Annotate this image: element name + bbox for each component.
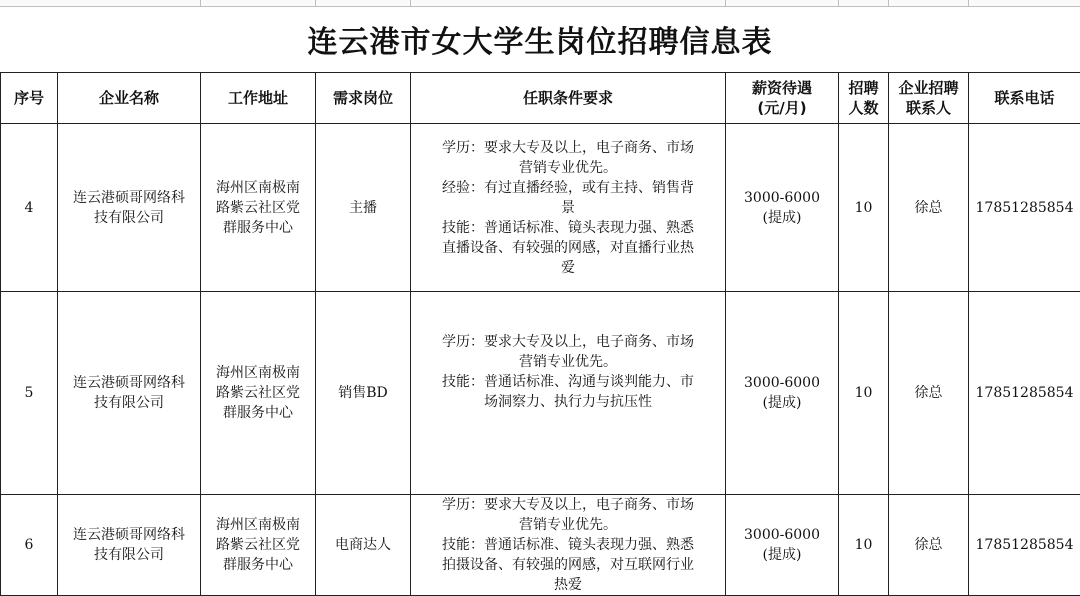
- salary-range: 3000-6000: [726, 373, 838, 393]
- cell-requirements: [411, 124, 726, 292]
- company-line: 技有限公司: [58, 208, 200, 228]
- cell-requirements: [411, 495, 726, 596]
- requirement-line: 学历：要求大专及以上，电子商务、市场: [411, 138, 725, 158]
- requirement-line: 技能：普通话标准、镜头表现力强、熟悉: [411, 218, 725, 238]
- requirement-line: 营销专业优先。: [411, 158, 725, 178]
- header-address: 工作地址: [201, 73, 316, 124]
- cell-salary: [726, 124, 839, 292]
- requirement-line: 爱: [411, 258, 725, 278]
- salary-note: (提成): [726, 393, 838, 413]
- cell-address: [201, 292, 316, 495]
- header-index: 序号: [1, 73, 58, 124]
- cell-company: [58, 292, 201, 495]
- requirement-line: 热爱: [411, 575, 725, 595]
- header-position: 需求岗位: [316, 73, 411, 124]
- salary-range: 3000-6000: [726, 188, 838, 208]
- header-contact-line2: 联系人: [889, 98, 968, 118]
- address-line: 海州区南极南: [201, 515, 315, 535]
- cell-count: 10: [839, 292, 889, 495]
- requirement-line: 景: [411, 198, 725, 218]
- cell-company: [58, 124, 201, 292]
- address-line: 海州区南极南: [201, 178, 315, 198]
- requirement-line: 学历：要求大专及以上，电子商务、市场: [411, 495, 725, 515]
- salary-note: (提成): [726, 545, 838, 565]
- header-contact-line1: 企业招聘: [889, 78, 968, 98]
- header-row: [1, 73, 1080, 124]
- cell-salary: [726, 495, 839, 596]
- cell-address: [201, 124, 316, 292]
- cell-salary: [726, 292, 839, 495]
- address-line: 路紫云社区党: [201, 535, 315, 555]
- cell-count: 10: [839, 124, 889, 292]
- cell-position: 电商达人: [316, 495, 411, 596]
- company-line: 技有限公司: [58, 393, 200, 413]
- page-title: 连云港市女大学生岗位招聘信息表: [308, 17, 773, 61]
- cell-index: 5: [1, 292, 58, 495]
- company-line: 技有限公司: [58, 545, 200, 565]
- requirement-line: 场洞察力、执行力与抗压性: [411, 392, 725, 412]
- requirement-line: 拍摄设备、有较强的网感，对互联网行业: [411, 555, 725, 575]
- requirement-line: 直播设备、有较强的网感，对直播行业热: [411, 238, 725, 258]
- cell-index: 6: [1, 495, 58, 596]
- header-requirements: 任职条件要求: [411, 73, 726, 124]
- cell-count: 10: [839, 495, 889, 596]
- company-line: 连云港硕哥网络科: [58, 188, 200, 208]
- cell-contact: 徐总: [889, 292, 969, 495]
- cell-address: [201, 495, 316, 596]
- header-company: 企业名称: [58, 73, 201, 124]
- cell-contact: 徐总: [889, 495, 969, 596]
- requirement-line: 学历：要求大专及以上，电子商务、市场: [411, 332, 725, 352]
- requirement-line: 营销专业优先。: [411, 352, 725, 372]
- table-row: [1, 292, 1080, 495]
- salary-note: (提成): [726, 208, 838, 228]
- cell-company: [58, 495, 201, 596]
- requirement-line: 技能：普通话标准、镜头表现力强、熟悉: [411, 535, 725, 555]
- table-row: [1, 495, 1080, 596]
- table-row: [1, 124, 1080, 292]
- cell-phone: 17851285854: [969, 124, 1080, 292]
- company-line: 连云港硕哥网络科: [58, 525, 200, 545]
- requirement-line: 营销专业优先。: [411, 515, 725, 535]
- address-line: 群服务中心: [201, 403, 315, 423]
- address-line: 群服务中心: [201, 218, 315, 238]
- header-salary-line1: 薪资待遇: [726, 78, 838, 98]
- requirement-line: 经验：有过直播经验，或有主持、销售背: [411, 178, 725, 198]
- header-count-line2: 人数: [839, 98, 888, 118]
- address-line: 海州区南极南: [201, 363, 315, 383]
- cell-position: 销售BD: [316, 292, 411, 495]
- cell-index: 4: [1, 124, 58, 292]
- cell-position: 主播: [316, 124, 411, 292]
- header-salary-line2: (元/月): [726, 98, 838, 118]
- company-line: 连云港硕哥网络科: [58, 373, 200, 393]
- address-line: 路紫云社区党: [201, 198, 315, 218]
- cell-requirements: [411, 292, 726, 495]
- address-line: 群服务中心: [201, 555, 315, 575]
- header-contact: [889, 73, 969, 124]
- cell-phone: 17851285854: [969, 292, 1080, 495]
- header-count-line1: 招聘: [839, 78, 888, 98]
- recruitment-table: [0, 72, 1080, 596]
- address-line: 路紫云社区党: [201, 383, 315, 403]
- requirement-line: 技能：普通话标准、沟通与谈判能力、市: [411, 372, 725, 392]
- salary-range: 3000-6000: [726, 525, 838, 545]
- header-salary: [726, 73, 839, 124]
- header-phone: 联系电话: [969, 73, 1080, 124]
- cell-phone: 17851285854: [969, 495, 1080, 596]
- header-count: [839, 73, 889, 124]
- title-row: [0, 6, 1080, 72]
- cell-contact: 徐总: [889, 124, 969, 292]
